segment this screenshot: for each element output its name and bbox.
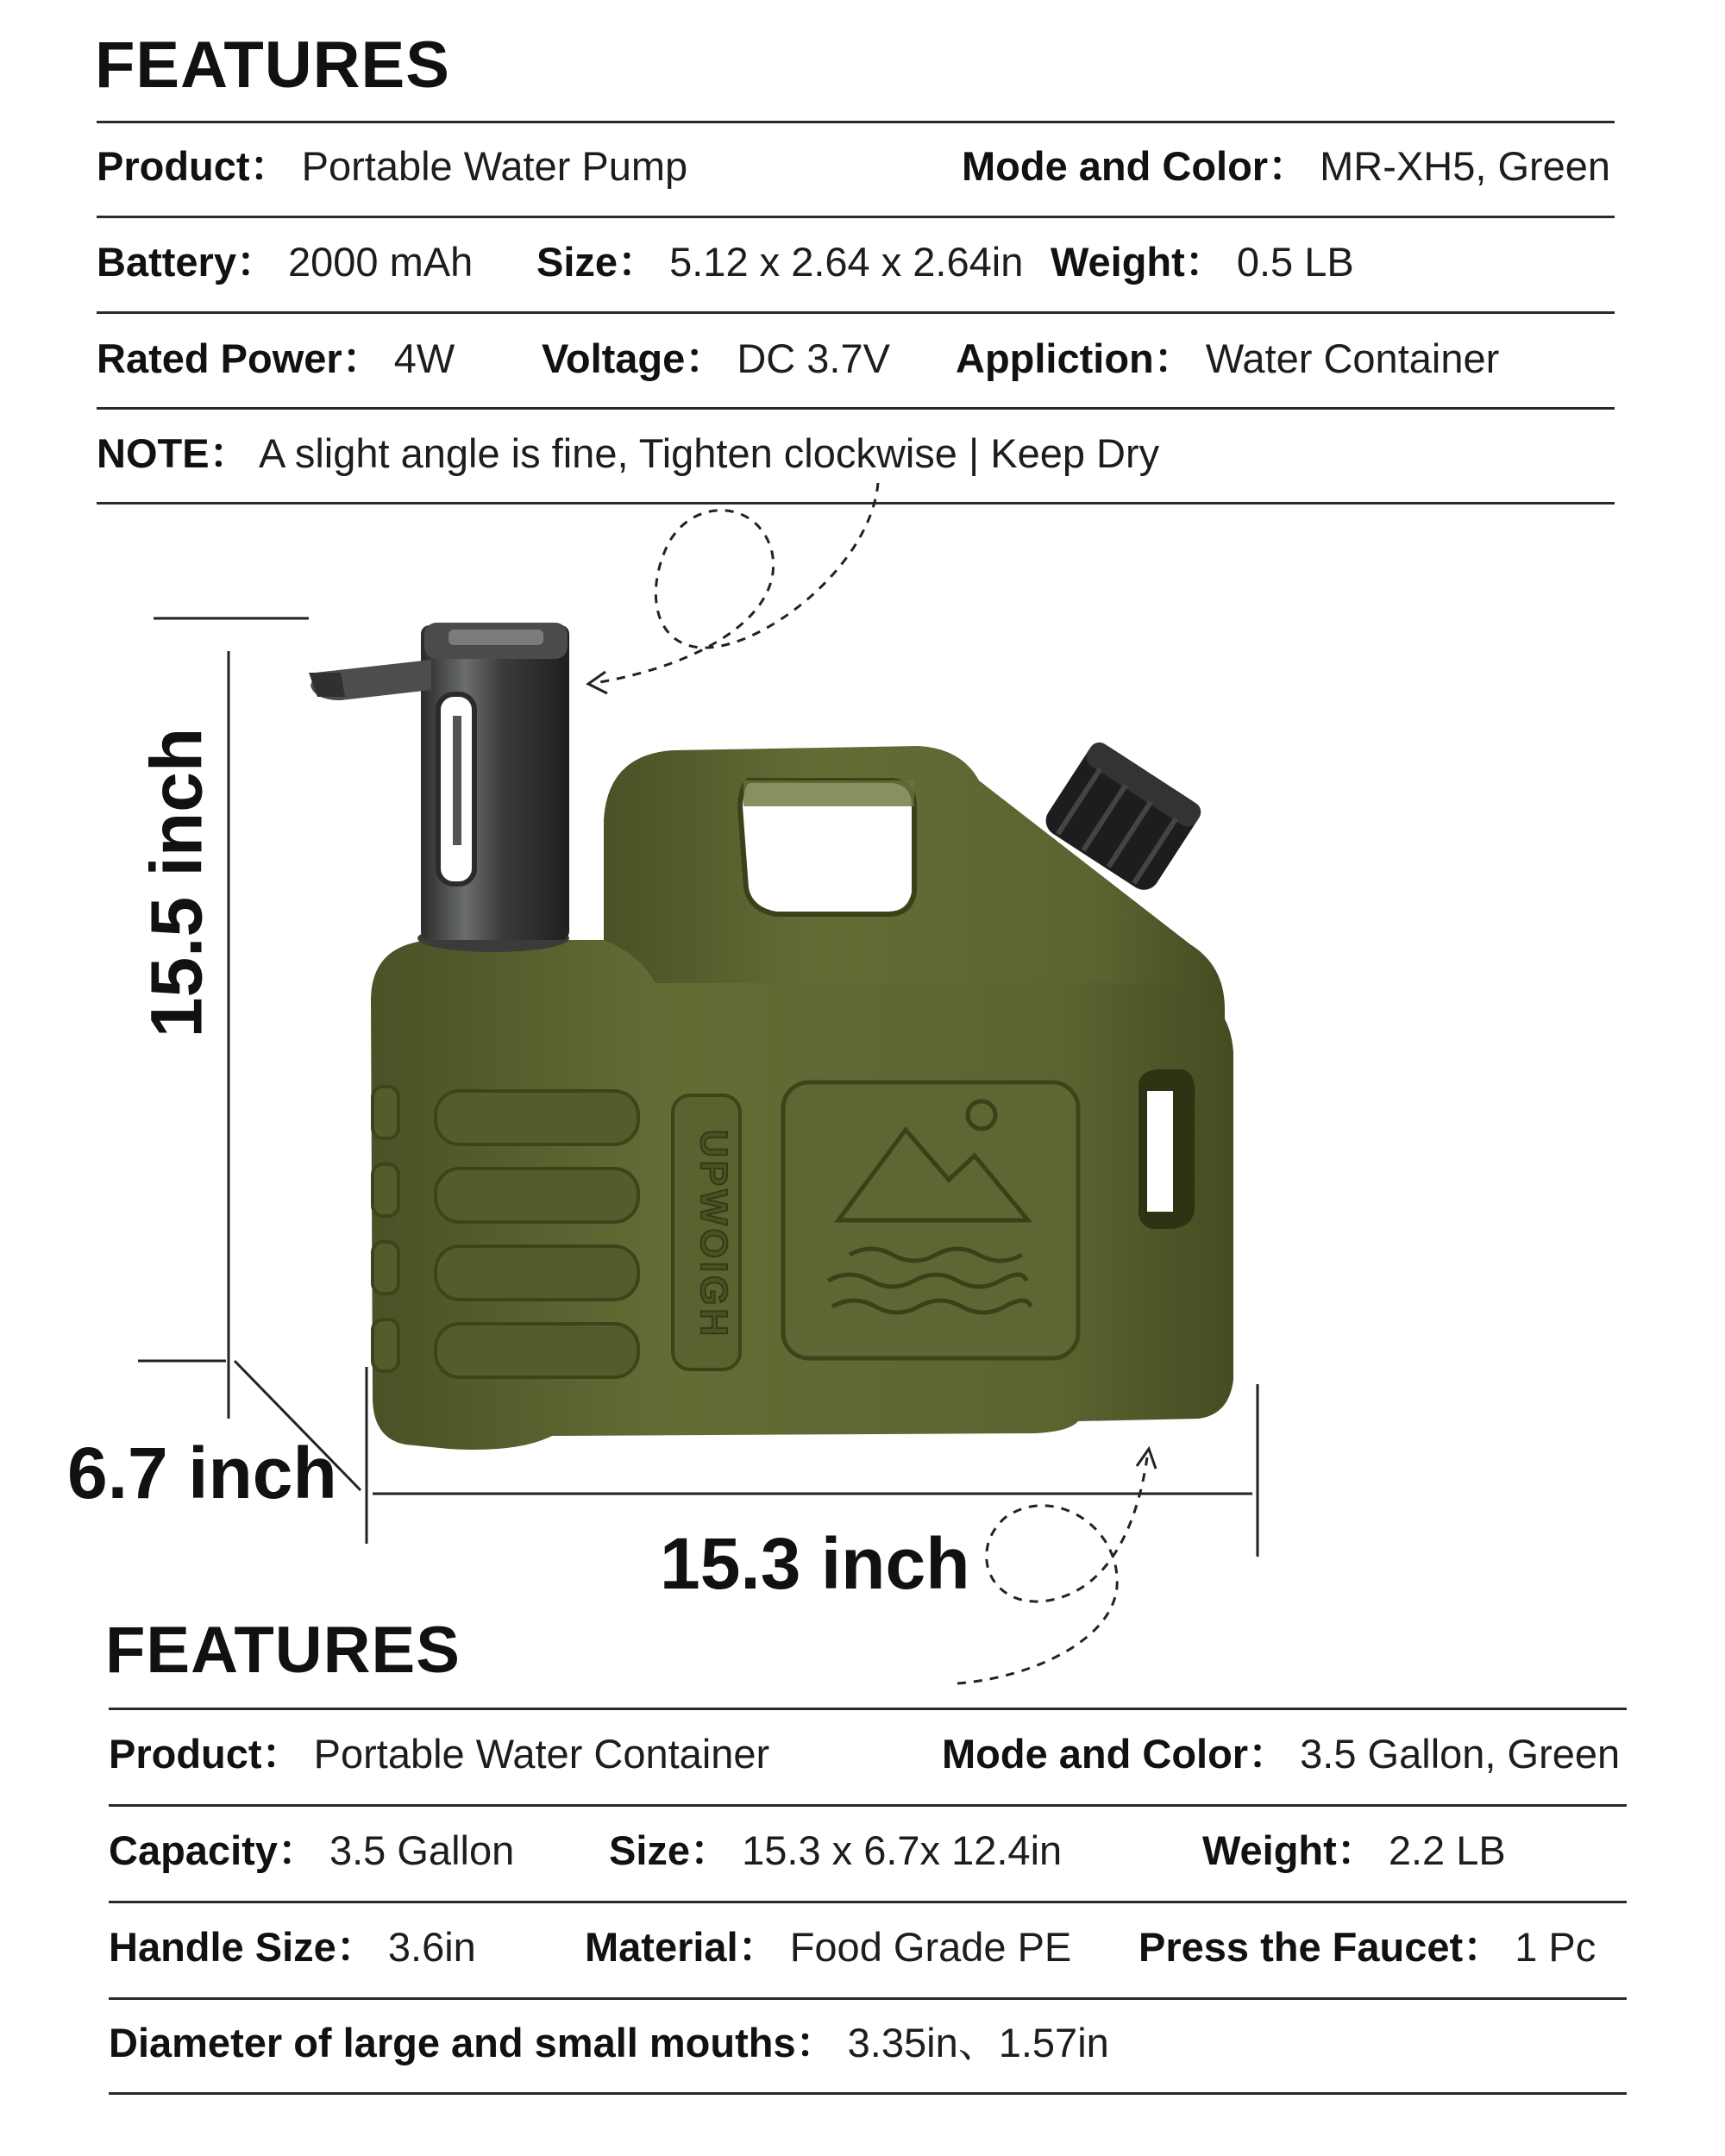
spec-press-faucet: Press the Faucet： 1 Pc xyxy=(1138,1924,1596,1970)
height-dimension-label: 15.5 inch xyxy=(135,727,217,1038)
width-dimension-label: 15.3 inch xyxy=(660,1523,970,1604)
divider xyxy=(109,2092,1627,2095)
spec-mode-color: Mode and Color： MR-XH5, Green xyxy=(962,143,1611,189)
spec-mode-color: Mode and Color： 3.5 Gallon, Green xyxy=(942,1731,1621,1777)
bottom-features-heading: FEATURES xyxy=(105,1614,461,1687)
spec-weight: Weight： 0.5 LB xyxy=(1051,239,1354,285)
spec-capacity: Capacity： 3.5 Gallon xyxy=(109,1827,515,1873)
spec-product: Product： Portable Water Pump xyxy=(97,143,688,189)
dashed-arrow-bottom xyxy=(957,1457,1147,1683)
spec-note: NOTE： A slight angle is fine, Tighten clockwise | Keep Dry xyxy=(97,430,1160,476)
spec-battery: Battery： 2000 mAh xyxy=(97,239,474,285)
divider xyxy=(109,1901,1627,1903)
spec-material: Material： Food Grade PE xyxy=(585,1924,1072,1970)
spec-product: Product： Portable Water Container xyxy=(109,1731,770,1777)
spec-voltage: Voltage： DC 3.7V xyxy=(542,335,890,381)
water-pump xyxy=(309,623,569,952)
divider xyxy=(109,1708,1627,1710)
spec-handle-size: Handle Size： 3.6in xyxy=(109,1924,476,1970)
spec-size: Size： 15.3 x 6.7x 12.4in xyxy=(609,1827,1063,1873)
spec-size: Size： 5.12 x 2.64 x 2.64in xyxy=(536,239,1024,285)
spec-rated-power: Rated Power： 4W xyxy=(97,335,455,381)
spec-weight: Weight： 2.2 LB xyxy=(1202,1827,1506,1873)
spec-application: Appliction： Water Container xyxy=(956,335,1500,381)
divider xyxy=(109,1804,1627,1807)
divider xyxy=(109,1997,1627,2000)
depth-dimension-label: 6.7 inch xyxy=(67,1432,337,1514)
spec-mouth-diameter: Diameter of large and small mouths： 3.35in、1.57in xyxy=(109,2020,1109,2065)
top-features-heading: FEATURES xyxy=(95,28,450,102)
dashed-arrow-top xyxy=(595,483,878,683)
brand-label: UPWOIGH xyxy=(693,1130,735,1340)
